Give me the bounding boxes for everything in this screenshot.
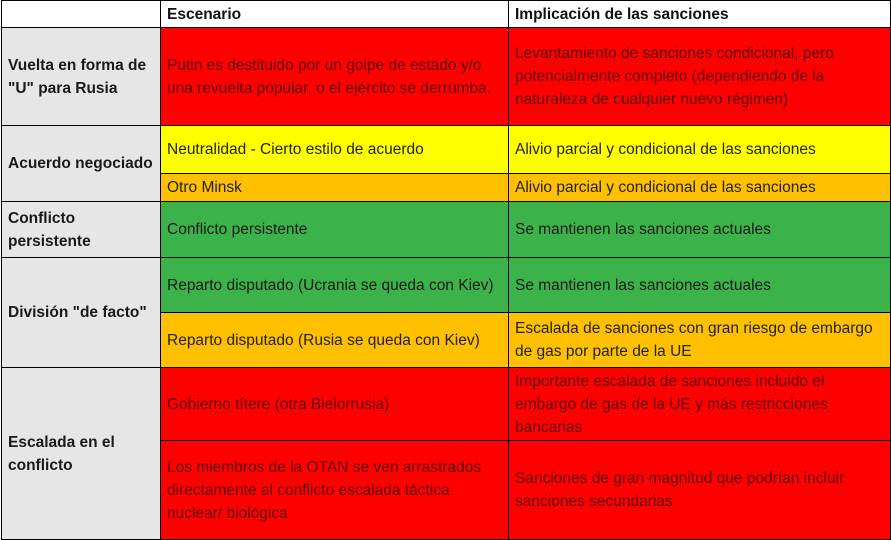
sanctions-scenario-table (1, 0, 891, 540)
implication-cell: Escalada de sanciones con gran riesgo de embargo de gas por parte de la UE (509, 313, 891, 368)
header-scenario: Escenario (161, 1, 509, 28)
scenario-cell: Gobierno títere (otra Bielorrusia) (161, 368, 509, 441)
group-label-u-shape: Vuelta en forma de "U" para Rusia (2, 28, 161, 126)
table-row (2, 368, 891, 441)
scenario-cell: Otro Minsk (161, 174, 509, 202)
scenario-cell: Conflicto persistente (161, 202, 509, 258)
group-label-negotiated: Acuerdo negociado (2, 126, 161, 202)
header-blank-cell (2, 1, 161, 28)
group-label-escalation: Escalada en el conflicto (2, 368, 161, 540)
implication-cell: Alivio parcial y condicional de las sanciones (509, 126, 891, 174)
header-implication: Implicación de las sanciones (509, 1, 891, 28)
scenario-cell: Neutralidad - Cierto estilo de acuerdo (161, 126, 509, 174)
implication-cell: Se mantienen las sanciones actuales (509, 202, 891, 258)
group-label-de-facto: División "de facto" (2, 258, 161, 368)
implication-cell: Alivio parcial y condicional de las sanciones (509, 174, 891, 202)
scenario-cell: Reparto disputado (Ucrania se queda con Kiev) (161, 258, 509, 313)
implication-cell: Levantamiento de sanciones condicional, pero potencialmente completo (dependiendo de la naturaleza de cualquier nuevo régimen) (509, 28, 891, 126)
scenario-cell: Reparto disputado (Rusia se queda con Kiev) (161, 313, 509, 368)
implication-cell: Importante escalada de sanciones incluido el embargo de gas de la UE y más restricciones bancarias (509, 368, 891, 441)
table-header-row (2, 1, 891, 28)
table-row (2, 28, 891, 126)
scenario-cell: Los miembros de la OTAN se ven arrastrados directamente al conflicto escalada táctica nuclear/ biológica (161, 441, 509, 540)
scenario-cell: Putin es destituido por un golpe de estado y/o una revuelta popular, o el ejército se derrumba. (161, 28, 509, 126)
group-label-persistent: Conflicto persistente (2, 202, 161, 258)
table-row (2, 258, 891, 313)
table-row (2, 202, 891, 258)
table-row (2, 126, 891, 174)
implication-cell: Sanciones de gran magnitud que podrían incluir sanciones secundarias (509, 441, 891, 540)
implication-cell: Se mantienen las sanciones actuales (509, 258, 891, 313)
